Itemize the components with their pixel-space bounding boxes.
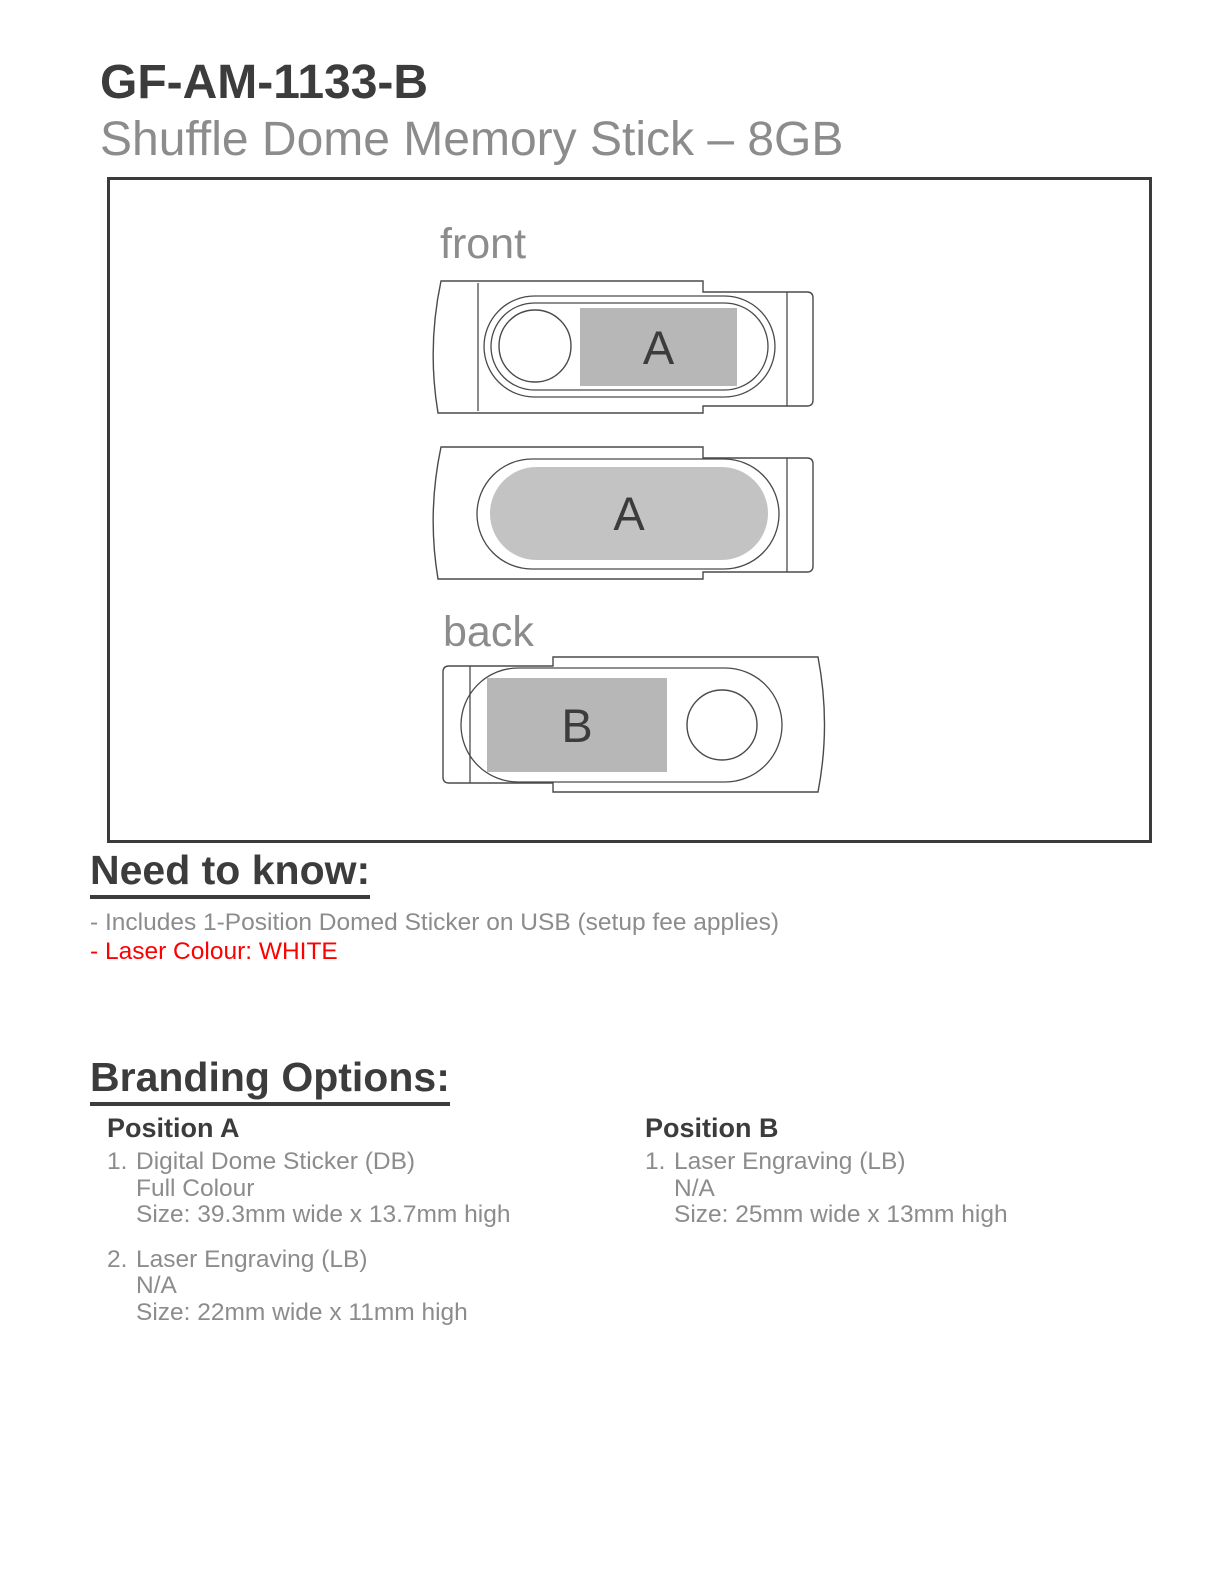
- usb-front-pivot-hole: [499, 310, 571, 382]
- branding-column-position-a: [107, 1113, 627, 1344]
- branding-option: [645, 1149, 1165, 1229]
- need-to-know-item-laser-colour: - Laser Colour: WHITE: [90, 938, 338, 966]
- position-b-marker-back: B: [561, 698, 593, 752]
- branding-options-heading: Branding Options:: [90, 1056, 450, 1106]
- option-colour: N/A: [136, 1272, 177, 1299]
- position-a-marker-dome: A: [613, 487, 645, 540]
- page-subtitle: Shuffle Dome Memory Stick – 8GB: [100, 113, 844, 166]
- need-to-know-item: - Includes 1-Position Domed Sticker on USB (setup fee applies): [90, 909, 780, 937]
- branding-option: [107, 1247, 627, 1327]
- position-a-title: Position A: [107, 1113, 240, 1143]
- option-number: 1.: [107, 1148, 128, 1175]
- branding-options-section: [90, 1056, 450, 1106]
- branding-column-position-b: [645, 1113, 1165, 1247]
- back-view-label: back: [443, 608, 534, 656]
- option-number: 1.: [645, 1148, 666, 1175]
- option-size: Size: 39.3mm wide x 13.7mm high: [136, 1201, 511, 1228]
- option-method: Laser Engraving (LB): [136, 1245, 368, 1273]
- need-to-know-heading: Need to know:: [90, 849, 370, 899]
- option-lines: [136, 1149, 510, 1229]
- usb-back-pivot-hole: [687, 690, 757, 760]
- branding-option: [107, 1149, 627, 1229]
- option-colour: Full Colour: [136, 1174, 255, 1202]
- position-b-title: Position B: [645, 1113, 779, 1143]
- option-colour: N/A: [674, 1174, 715, 1202]
- option-size: Size: 25mm wide x 13mm high: [674, 1201, 1008, 1228]
- page-title: GF-AM-1133-B: [100, 56, 429, 109]
- position-a-marker-front: A: [642, 320, 675, 374]
- option-size: Size: 22mm wide x 11mm high: [136, 1298, 468, 1326]
- need-to-know-list: [90, 908, 779, 966]
- option-lines: [674, 1149, 1008, 1229]
- option-lines: [136, 1247, 468, 1327]
- front-view-label: front: [440, 220, 527, 268]
- option-method: Digital Dome Sticker (DB): [136, 1148, 416, 1175]
- option-number: 2.: [107, 1245, 128, 1273]
- need-to-know-section: [90, 849, 779, 966]
- option-method: Laser Engraving (LB): [674, 1148, 906, 1175]
- product-diagram-box: [107, 177, 1152, 843]
